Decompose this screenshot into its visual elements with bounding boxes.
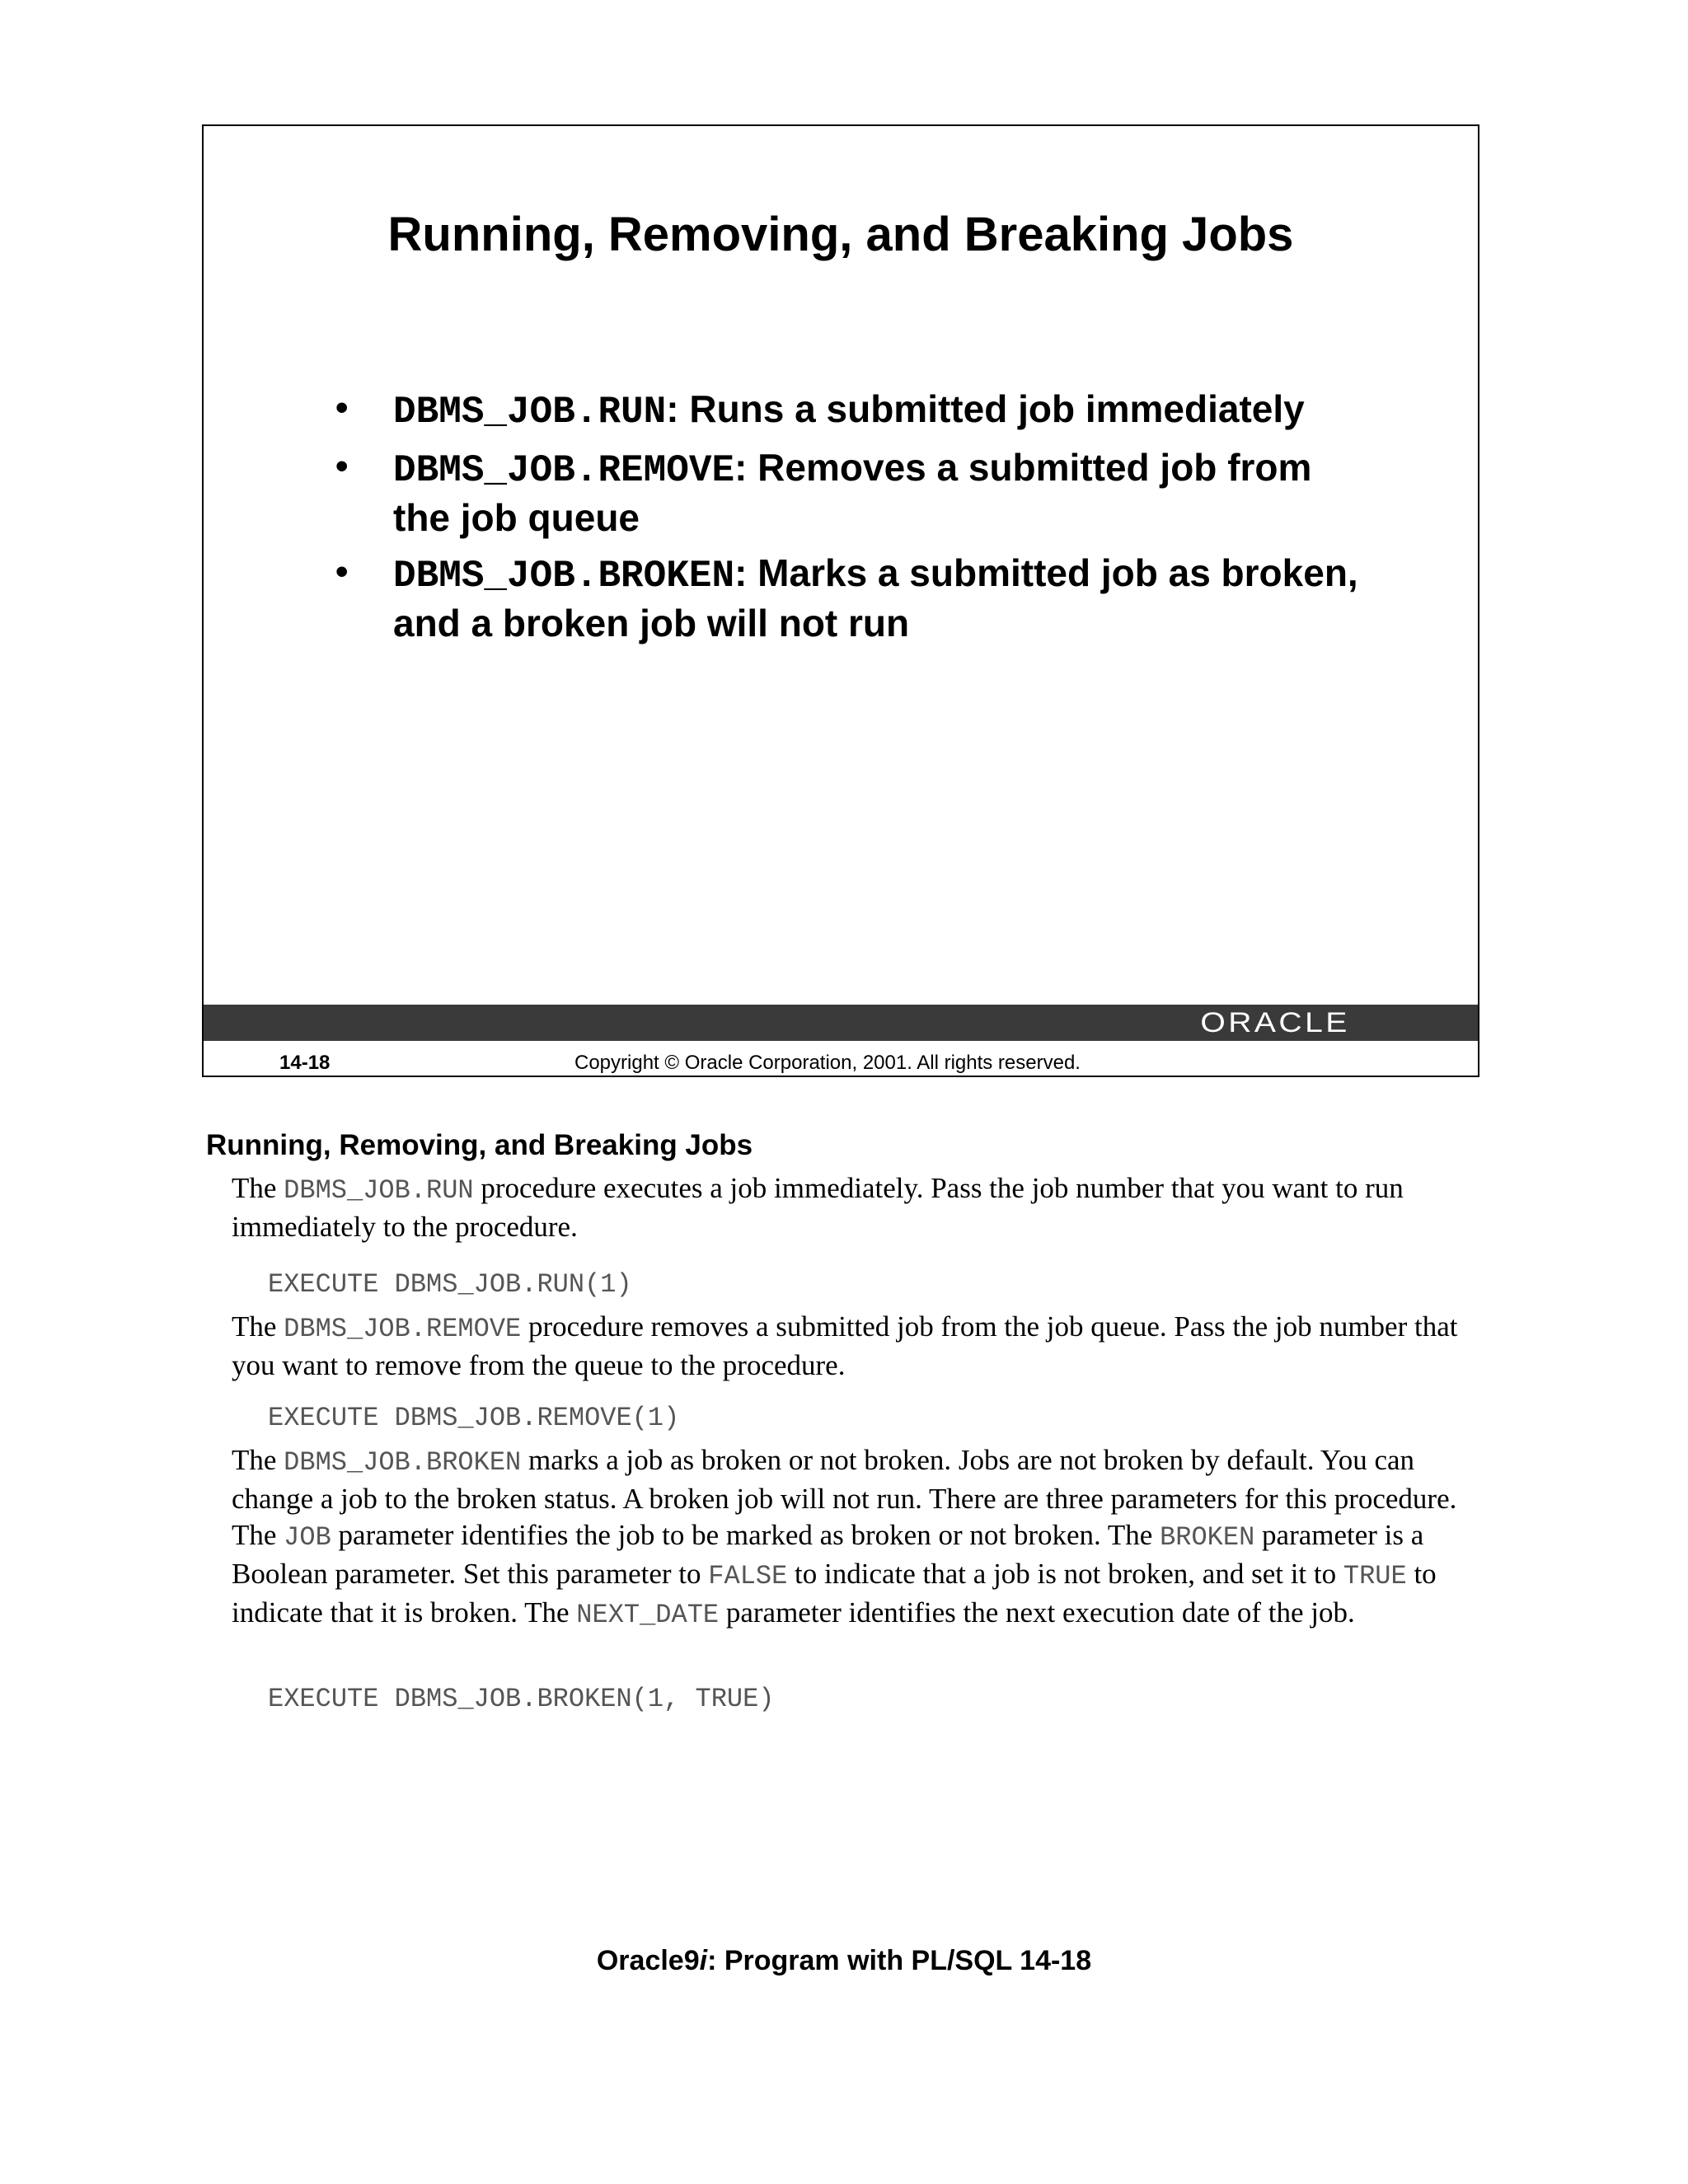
bullet-text: : Marks a submitted job as broken, and a broken job will not run — [393, 551, 1358, 644]
bullet-text: : Removes a submitted job from the job queue — [393, 446, 1312, 539]
text: procedure executes a job immediately. Pass the job number that you want to run immediately to the procedure. — [232, 1172, 1404, 1243]
bullet-dot-icon: • — [335, 551, 349, 592]
inline-code: TRUE — [1343, 1561, 1407, 1591]
text: parameter is a Boolean parameter. Set this parameter to — [232, 1519, 1424, 1590]
slide-footer-bar — [204, 1005, 1478, 1041]
slide-frame — [202, 124, 1479, 1077]
text: to indicate that a job is not broken, and set it to — [787, 1558, 1343, 1590]
inline-code: DBMS_JOB.REMOVE — [284, 1314, 522, 1344]
bullet-run — [335, 386, 1366, 436]
text: to indicate that it is broken. The — [232, 1558, 1437, 1629]
notes-paragraph-broken — [232, 1442, 1468, 1633]
bullet-text: : Runs a submitted job immediately — [666, 387, 1305, 430]
page-footer — [0, 1945, 1688, 1977]
notes-title: Running, Removing, and Breaking Jobs — [206, 1129, 753, 1161]
bullet-code: DBMS_JOB.BROKEN — [393, 555, 735, 598]
footer-text: Oracle9 — [596, 1945, 700, 1976]
copyright-text: Copyright © Oracle Corporation, 2001. All rights reserved. — [574, 1052, 1081, 1074]
text: procedure removes a submitted job from the job queue. Pass the job number that you want to remove from the queue to the procedure. — [232, 1310, 1458, 1381]
code-example-broken: EXECUTE DBMS_JOB.BROKEN(1, TRUE) — [268, 1684, 775, 1714]
text: The — [232, 1172, 284, 1204]
code-example-remove: EXECUTE DBMS_JOB.REMOVE(1) — [268, 1403, 680, 1433]
inline-code: NEXT_DATE — [576, 1600, 720, 1630]
oracle-logo: ORACLE — [1200, 1007, 1350, 1038]
bullet-code: DBMS_JOB.RUN — [393, 391, 667, 434]
inline-code: FALSE — [708, 1561, 788, 1591]
bullet-dot-icon: • — [335, 446, 349, 486]
text: The — [232, 1310, 284, 1343]
text: The — [232, 1444, 284, 1476]
slide-number: 14-18 — [279, 1052, 331, 1074]
footer-text: : Program with PL/SQL 14-18 — [707, 1945, 1092, 1976]
slide-bullet-list — [335, 386, 1366, 655]
bullet-broken — [335, 550, 1366, 647]
notes-paragraph-remove — [232, 1309, 1468, 1384]
bullet-code: DBMS_JOB.REMOVE — [393, 449, 735, 492]
code-example-run: EXECUTE DBMS_JOB.RUN(1) — [268, 1269, 632, 1300]
footer-italic: i — [699, 1945, 708, 1976]
inline-code: BROKEN — [1160, 1522, 1255, 1553]
notes-paragraph-run — [232, 1170, 1468, 1245]
text: parameter identifies the job to be marked as broken or not broken. The — [331, 1519, 1160, 1551]
inline-code: JOB — [284, 1522, 331, 1553]
bullet-remove — [335, 444, 1366, 541]
text: parameter identifies the next execution date of the job. — [719, 1596, 1355, 1629]
text: marks a job as broken or not broken. Jobs are not broken by default. You can change a job to the broken status. A broken job will not run. There are three parameters for this procedure. The — [232, 1444, 1457, 1551]
slide-title: Running, Removing, and Breaking Jobs — [387, 208, 1294, 261]
inline-code: DBMS_JOB.RUN — [284, 1175, 474, 1206]
bullet-dot-icon: • — [335, 387, 349, 428]
inline-code: DBMS_JOB.BROKEN — [284, 1447, 522, 1478]
